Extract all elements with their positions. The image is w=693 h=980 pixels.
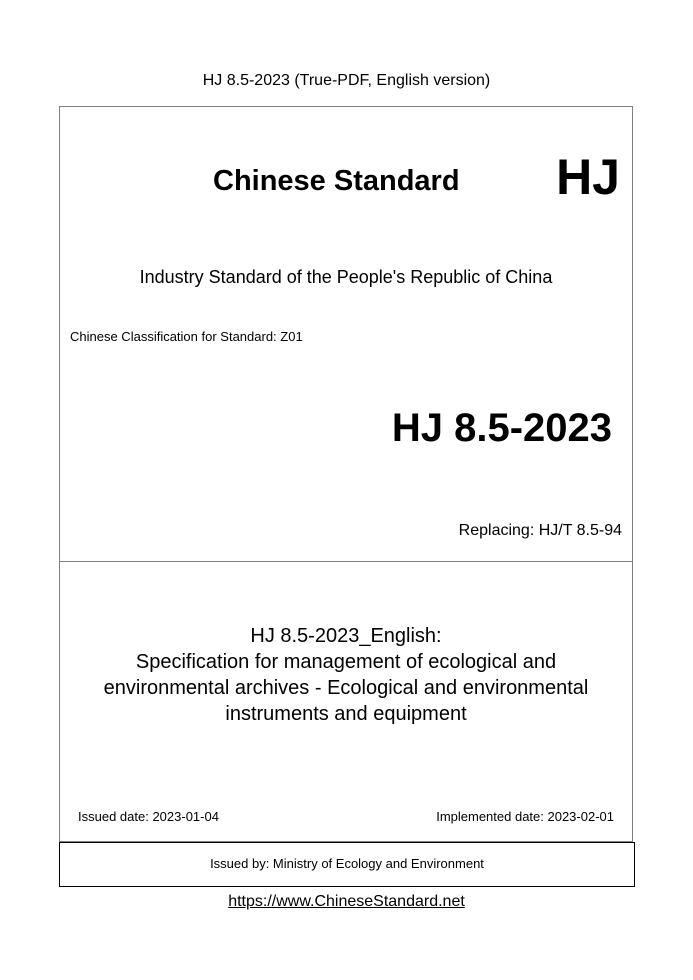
- issuer-text: Issued by: Ministry of Ecology and Environment: [210, 856, 484, 871]
- page-header: HJ 8.5-2023 (True-PDF, English version): [202, 72, 491, 89]
- standard-title: Chinese Standard: [213, 165, 460, 197]
- section-divider: [60, 561, 632, 562]
- implemented-date: Implemented date: 2023-02-01: [436, 809, 614, 824]
- standard-code: HJ: [556, 149, 620, 205]
- document-title: [60, 623, 632, 727]
- footer: [0, 892, 693, 912]
- document-title-line: HJ 8.5-2023_English:: [250, 625, 442, 647]
- issued-date: Issued date: 2023-01-04: [78, 809, 219, 824]
- cover-frame: [59, 106, 633, 842]
- website-link[interactable]: https://www.ChineseStandard.net: [228, 893, 465, 910]
- classification-line: Chinese Classification for Standard: Z01: [70, 329, 303, 344]
- document-title-line: Specification for management of ecological and: [135, 651, 557, 673]
- document-title-line: instruments and equipment: [225, 703, 467, 725]
- replacing-line: Replacing: HJ/T 8.5-94: [458, 522, 622, 539]
- issuer-box: [59, 842, 635, 887]
- document-title-line: environmental archives - Ecological and environmental: [103, 677, 589, 699]
- industry-standard-line: Industry Standard of the People's Republic of China: [139, 267, 553, 287]
- standard-number: HJ 8.5-2023: [391, 406, 612, 450]
